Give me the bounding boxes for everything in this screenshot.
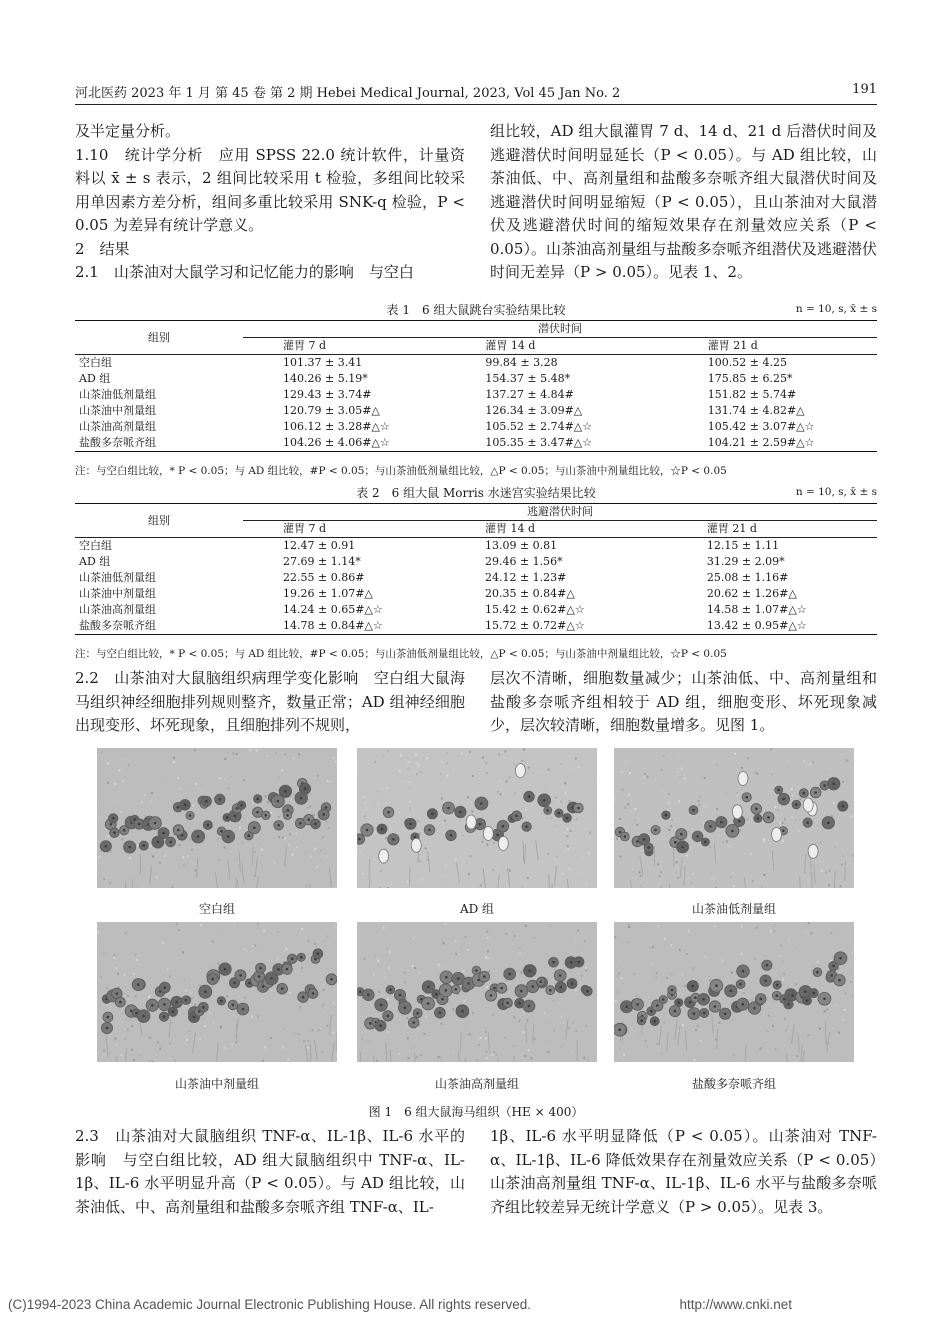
table-cell-value: 22.55 ± 0.86#	[283, 571, 365, 584]
page-number: 191	[852, 82, 877, 97]
table-cell-value: 13.09 ± 0.81	[484, 539, 558, 552]
table-cell-value: 175.85 ± 6.25*	[707, 372, 793, 385]
table-cell-value: 12.47 ± 0.91	[283, 539, 356, 552]
right-column-top: 组比较，AD 组大鼠灌胃 7 d、14 d、21 d 后潜伏时间及逃避潜伏时间明显延长（P < 0.05）。与 AD 组比较，山茶油低、中、高剂量组和盐酸多奈哌齐组大鼠潜伏时间及逃避潜伏时间明显缩短（P < 0.05），且山茶油对大鼠潜伏及逃避潜伏时间的缩短效果存在剂量效应关系（P < 0.05）。山茶油高剂量组与盐酸多奈哌齐组潜伏及逃避潜伏时间无差异（P > 0.05）。见表 1、2。	[490, 122, 877, 281]
table-row-group-name: AD 组	[79, 372, 111, 385]
table1-span-header: 潜伏时间	[243, 321, 877, 338]
table-row-group-name: 山茶油中剂量组	[79, 404, 156, 417]
table-row	[75, 387, 877, 403]
table-cell-value: 104.26 ± 4.06#△☆	[243, 435, 445, 452]
figure-panel-label: 山茶油高剂量组	[434, 1077, 519, 1091]
table-cell-value: 126.34 ± 3.09#△	[485, 404, 583, 417]
table1	[75, 320, 877, 452]
table2-title: 表 2 6 组大鼠 Morris 水迷宫实验结果比较	[356, 486, 596, 500]
section-2-3-left: 2.3 山茶油对大鼠脑组织 TNF-α、IL-1β、IL-6 水平的影响 与空白组比较，AD 组大鼠脑组织中 TNF-α、IL-1β、IL-6 水平明显升高（P < 0.05）。与 AD 组比较，山茶油低、中、高剂量组和盐酸多奈哌齐组 TNF-α、IL-	[75, 1127, 465, 1216]
figure-panel-label: 盐酸多奈哌齐组	[691, 1077, 776, 1091]
table-row	[75, 371, 877, 387]
table-row-group-name: 空白组	[79, 539, 112, 552]
table-cell-value: 105.35 ± 3.47#△☆	[445, 435, 647, 452]
table-cell-value: 20.35 ± 0.84#△	[484, 587, 575, 600]
figure-panel-label: AD 组	[459, 902, 495, 916]
figure-panel-label: 空白组	[198, 902, 235, 916]
table-cell-value: 105.42 ± 3.07#△☆	[707, 420, 815, 433]
running-header	[75, 82, 877, 102]
figure1-caption: 图 1 6 组大鼠海马组织（HE × 400）	[368, 1105, 584, 1119]
table-cell-value: 14.58 ± 1.07#△☆	[706, 603, 807, 616]
table-cell-value: 15.72 ± 0.72#△☆	[445, 618, 647, 635]
table-row	[75, 602, 877, 618]
section-1-10-statistics: 1.10 统计学分析 应用 SPSS 22.0 统计软件，计量资料以 x̄ ± s 表示，2 组间比较采用 t 检验，多组间比较采用单因素方差分析，组间多重比较采用 SNK-q 检验，P < 0.05 为差异有统计学意义。	[75, 145, 465, 234]
table2-meta: n = 10, s, x̄ ± s	[795, 486, 877, 498]
table-cell-value: 140.26 ± 5.19*	[283, 372, 368, 385]
table-cell-value: 19.26 ± 1.07#△	[283, 587, 373, 600]
histology-image	[357, 748, 597, 888]
table-cell-value: 29.46 ± 1.56*	[484, 555, 563, 568]
copyright-text: (C)1994-2023 China Academic Journal Electronic Publishing House. All rights reserved.	[8, 1297, 532, 1312]
histology-image	[97, 922, 337, 1062]
table1-col-header: 灌胃 7 d	[243, 338, 445, 355]
table-cell-value: 13.42 ± 0.95#△☆	[647, 618, 877, 635]
table2-col-header: 灌胃 21 d	[647, 521, 877, 538]
table-cell-value: 154.37 ± 5.48*	[485, 372, 571, 385]
table-cell-value: 24.12 ± 1.23#	[484, 571, 567, 584]
table2	[75, 503, 877, 635]
table-row	[75, 538, 877, 555]
histology-image	[97, 748, 337, 888]
table-row	[75, 435, 877, 452]
table-cell-value: 104.21 ± 2.59#△☆	[648, 435, 877, 452]
table-row	[75, 403, 877, 419]
table1-note: 注：与空白组比较，* P < 0.05；与 AD 组比较，#P < 0.05；与山茶油低剂量组比较，△P < 0.05；与山茶油中剂量组比较，☆P < 0.05	[75, 465, 727, 477]
table-cell-value: 100.52 ± 4.25	[707, 356, 787, 369]
section-2-3-right: 1β、IL-6 水平明显降低（P < 0.05）。山茶油对 TNF-α、IL-1β、IL-6 降低效果存在剂量效应关系（P < 0.05）山茶油高剂量组 TNF-α、IL-1β、IL-6 水平与盐酸多奈哌齐组比较差异无统计学意义（P > 0.05）。见表 3。	[490, 1127, 877, 1216]
table-row-group-name: 盐酸多奈哌齐组	[75, 435, 243, 452]
footer	[8, 1297, 942, 1312]
section-2-2-right: 层次不清晰，细胞数量减少；山茶油低、中、高剂量组和盐酸多奈哌齐组相较于 AD 组，细胞变形、坏死现象减少，层次较清晰，细胞数量增多。见图 1。	[490, 669, 877, 734]
table-row-group-name: 山茶油低剂量组	[79, 388, 156, 401]
header-journal-info: 河北医药 2023 年 1 月 第 45 卷 第 2 期 Hebei Medical Journal, 2023, Vol 45 Jan No. 2	[75, 86, 621, 101]
table-cell-value: 99.84 ± 3.28	[485, 356, 558, 369]
table2-col-header: 灌胃 7 d	[243, 521, 445, 538]
histology-image	[357, 922, 597, 1062]
table2-span-header: 逃避潜伏时间	[243, 504, 877, 521]
table-cell-value: 129.43 ± 3.74#	[283, 388, 372, 401]
table1-col-header: 灌胃 21 d	[648, 338, 877, 355]
table-cell-value: 105.52 ± 2.74#△☆	[485, 420, 593, 433]
histology-image	[614, 922, 854, 1062]
table1-title: 表 1 6 组大鼠跳台实验结果比较	[386, 303, 566, 317]
table-row-group-name: 空白组	[79, 356, 112, 369]
table-cell-value: 14.24 ± 0.65#△☆	[283, 603, 383, 616]
table-row	[75, 570, 877, 586]
table-row	[75, 419, 877, 435]
table-cell-value: 151.82 ± 5.74#	[707, 388, 797, 401]
table-row-group-name: 山茶油低剂量组	[79, 571, 156, 584]
table-cell-value: 106.12 ± 3.28#△☆	[283, 420, 390, 433]
table1-col-header: 灌胃 14 d	[445, 338, 647, 355]
table-cell-value: 14.78 ± 0.84#△☆	[243, 618, 445, 635]
table-row-group-name: 山茶油高剂量组	[79, 420, 156, 433]
table-cell-value: 120.79 ± 3.05#△	[283, 404, 380, 417]
table-cell-value: 137.27 ± 4.84#	[485, 388, 574, 401]
table-cell-value: 15.42 ± 0.62#△☆	[484, 603, 585, 616]
table-row-group-name: AD 组	[79, 555, 111, 568]
histology-image	[614, 748, 854, 888]
section-2-heading: 2 结果	[75, 239, 130, 258]
table-cell-value: 131.74 ± 4.82#△	[707, 404, 805, 417]
table-row-group-name: 山茶油中剂量组	[79, 587, 156, 600]
table-row	[75, 355, 877, 372]
table1-col-group: 组别	[75, 321, 243, 355]
table-cell-value: 25.08 ± 1.16#	[706, 571, 789, 584]
table-row	[75, 554, 877, 570]
table-cell-value: 101.37 ± 3.41	[283, 356, 363, 369]
section-2-2-left: 2.2 山茶油对大鼠脑组织病理学变化影响 空白组大鼠海马组织神经细胞排列规则整齐，数量正常；AD 组神经细胞出现变形、坏死现象，且细胞排列不规则，	[75, 669, 465, 734]
table-row	[75, 586, 877, 602]
table2-note: 注：与空白组比较，* P < 0.05；与 AD 组比较，#P < 0.05；与山茶油低剂量组比较，△P < 0.05；与山茶油中剂量组比较，☆P < 0.05	[75, 648, 727, 660]
figure-panel-label: 山茶油低剂量组	[691, 902, 776, 916]
table-row-group-name: 盐酸多奈哌齐组	[75, 618, 243, 635]
left-column-top	[75, 120, 465, 285]
table2-col-group: 组别	[75, 504, 243, 538]
table-row	[75, 618, 877, 635]
table-cell-value: 27.69 ± 1.14*	[283, 555, 361, 568]
table-cell-value: 31.29 ± 2.09*	[706, 555, 785, 568]
section-2-1-start: 2.1 山茶油对大鼠学习和记忆能力的影响 与空白	[75, 263, 414, 281]
figure-panel-label: 山茶油中剂量组	[174, 1077, 259, 1091]
table2-col-header: 灌胃 14 d	[445, 521, 647, 538]
table-row-group-name: 山茶油高剂量组	[79, 603, 156, 616]
paragraph-continuation: 及半定量分析。	[75, 122, 181, 140]
table-cell-value: 20.62 ± 1.26#△	[706, 587, 797, 600]
table1-meta: n = 10, s, x̄ ± s	[795, 303, 877, 315]
table-cell-value: 12.15 ± 1.11	[706, 539, 780, 552]
header-rule	[75, 104, 877, 105]
footer-website-link[interactable]: http://www.cnki.net	[679, 1297, 792, 1312]
